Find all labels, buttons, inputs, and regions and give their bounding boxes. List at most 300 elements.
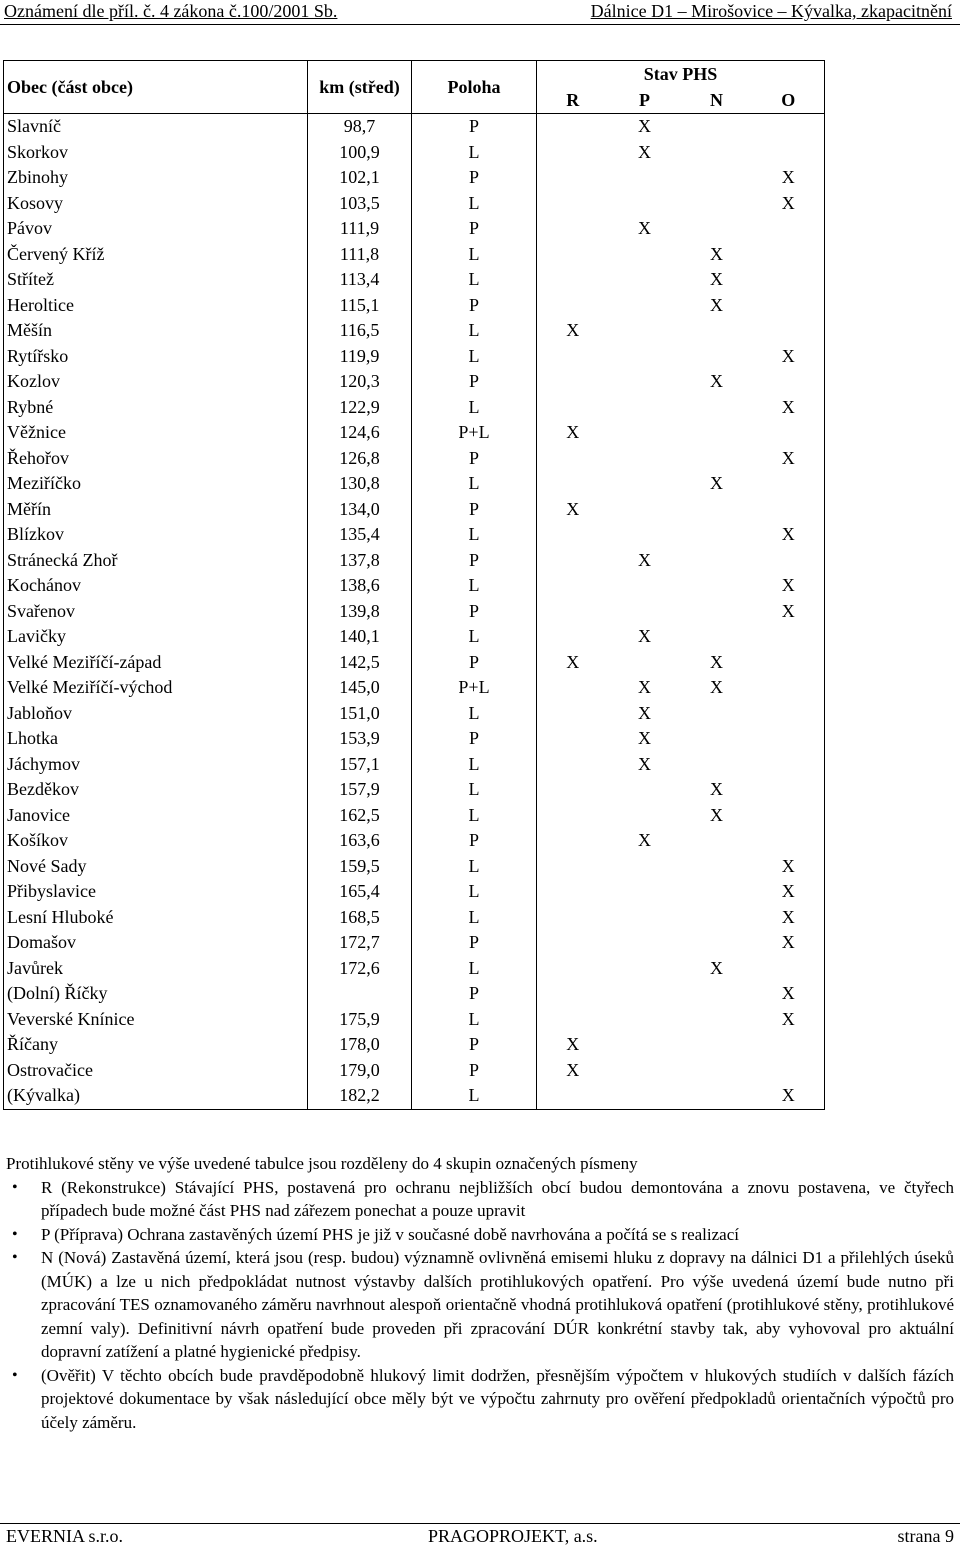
cell-poloha: L — [412, 573, 537, 599]
cell-km: 172,6 — [308, 956, 412, 982]
cell-stav-o — [753, 318, 825, 344]
cell-stav-n — [681, 522, 753, 548]
noise-barrier-table — [3, 60, 825, 1110]
col-header-obec: Obec (část obce) — [4, 61, 308, 114]
cell-poloha: L — [412, 1007, 537, 1033]
cell-stav-o: X — [753, 1007, 825, 1033]
cell-stav-n — [681, 981, 753, 1007]
cell-stav-p — [609, 420, 681, 446]
footer-left-text: EVERNIA s.r.o. — [6, 1526, 123, 1546]
cell-stav-n — [681, 726, 753, 752]
cell-obec: Javůrek — [4, 956, 308, 982]
cell-km: 119,9 — [308, 344, 412, 370]
cell-poloha: L — [412, 267, 537, 293]
cell-km: 124,6 — [308, 420, 412, 446]
cell-poloha: P — [412, 930, 537, 956]
cell-km — [308, 981, 412, 1007]
cell-obec: Lesní Hluboké — [4, 905, 308, 931]
table-row — [4, 420, 825, 446]
cell-km: 145,0 — [308, 675, 412, 701]
cell-stav-o: X — [753, 1083, 825, 1109]
table-row — [4, 548, 825, 574]
cell-poloha: P — [412, 726, 537, 752]
cell-km: 122,9 — [308, 395, 412, 421]
cell-stav-n: X — [710, 957, 723, 978]
note-text: R (Rekonstrukce) Stávající PHS, postavená pro ochranu nejbližších obcí budou demontována a znovu postavena, ve čtyřech případech bude možné část PHS nad zářezem ponechat a pouze upravit — [41, 1177, 954, 1220]
cell-obec: Skorkov — [4, 140, 308, 166]
cell-stav-r — [537, 395, 609, 421]
cell-obec: Měšín — [4, 318, 308, 344]
cell-stav-p — [609, 395, 681, 421]
col-header-km: km (střed) — [308, 61, 412, 114]
cell-poloha: L — [412, 905, 537, 931]
table-row — [4, 446, 825, 472]
cell-poloha: P — [412, 369, 537, 395]
col-header-p: P — [609, 87, 681, 114]
table-row — [4, 1007, 825, 1033]
cell-stav-o — [753, 216, 825, 242]
notes-list — [6, 1176, 954, 1435]
cell-stav-o — [753, 1032, 825, 1058]
notes-section — [6, 1152, 954, 1434]
table-row — [4, 956, 825, 982]
table-row — [4, 930, 825, 956]
cell-stav-p: X — [638, 549, 651, 570]
cell-km: 140,1 — [308, 624, 412, 650]
cell-km: 130,8 — [308, 471, 412, 497]
cell-stav-r — [537, 344, 609, 370]
cell-poloha: P — [412, 165, 537, 191]
cell-stav-n — [681, 191, 753, 217]
cell-km: 103,5 — [308, 191, 412, 217]
cell-stav-o: X — [753, 930, 825, 956]
cell-stav-n — [681, 854, 753, 880]
col-header-n: N — [681, 87, 753, 114]
cell-km: 182,2 — [308, 1083, 412, 1109]
cell-stav-p — [609, 344, 681, 370]
cell-stav-p — [609, 522, 681, 548]
cell-stav-n — [681, 216, 753, 242]
bullet-icon: • — [12, 1366, 18, 1384]
cell-poloha: L — [412, 701, 537, 727]
cell-km: 126,8 — [308, 446, 412, 472]
table-row — [4, 752, 825, 778]
cell-poloha: L — [412, 803, 537, 829]
cell-stav-r — [537, 777, 609, 803]
table-row — [4, 1032, 825, 1058]
cell-stav-r — [537, 293, 609, 319]
cell-obec: Pávov — [4, 216, 308, 242]
cell-stav-r — [537, 446, 609, 472]
cell-obec: Zbinohy — [4, 165, 308, 191]
cell-stav-r — [537, 879, 609, 905]
cell-poloha: L — [412, 624, 537, 650]
cell-obec: (Dolní) Říčky — [4, 981, 308, 1007]
cell-obec: Jáchymov — [4, 752, 308, 778]
cell-stav-o — [753, 650, 825, 676]
cell-stav-r — [537, 573, 609, 599]
cell-stav-n — [681, 752, 753, 778]
cell-stav-n — [681, 548, 753, 574]
cell-stav-n — [681, 165, 753, 191]
table-row — [4, 165, 825, 191]
cell-stav-p — [609, 573, 681, 599]
cell-stav-r — [537, 752, 609, 778]
cell-stav-p — [609, 854, 681, 880]
table-row — [4, 293, 825, 319]
bullet-icon: • — [12, 1225, 18, 1243]
cell-stav-r — [537, 930, 609, 956]
bullet-icon: • — [12, 1178, 18, 1196]
cell-obec: Nové Sady — [4, 854, 308, 880]
cell-stav-n: X — [710, 371, 723, 392]
cell-stav-r — [537, 114, 609, 140]
cell-km: 165,4 — [308, 879, 412, 905]
cell-stav-p — [609, 803, 681, 829]
cell-stav-p — [609, 777, 681, 803]
cell-stav-p: X — [638, 218, 651, 239]
cell-stav-n — [681, 930, 753, 956]
cell-stav-p — [609, 267, 681, 293]
cell-stav-r: X — [537, 650, 609, 676]
cell-stav-r — [537, 726, 609, 752]
cell-stav-o — [753, 701, 825, 727]
cell-stav-p: X — [638, 702, 651, 723]
cell-km: 139,8 — [308, 599, 412, 625]
cell-poloha: L — [412, 522, 537, 548]
table-row — [4, 981, 825, 1007]
cell-stav-p: X — [638, 728, 651, 749]
cell-stav-o: X — [753, 879, 825, 905]
col-header-poloha: Poloha — [412, 61, 537, 114]
cell-poloha: L — [412, 242, 537, 268]
cell-poloha: L — [412, 344, 537, 370]
cell-poloha: P — [412, 548, 537, 574]
cell-poloha: P — [412, 650, 537, 676]
footer-page-number: strana 9 — [897, 1526, 954, 1546]
header-left-text: Oznámení dle příl. č. 4 zákona č.100/2001 Sb. — [4, 1, 338, 21]
cell-obec: Řehořov — [4, 446, 308, 472]
cell-poloha: L — [412, 318, 537, 344]
cell-obec: Slavníč — [4, 114, 308, 140]
cell-stav-o — [753, 803, 825, 829]
note-item-p — [6, 1223, 954, 1247]
cell-obec: Blízkov — [4, 522, 308, 548]
cell-stav-r — [537, 1083, 609, 1109]
cell-poloha: L — [412, 777, 537, 803]
cell-stav-n — [681, 497, 753, 523]
cell-poloha: P — [412, 114, 537, 140]
col-header-r: R — [537, 87, 609, 114]
cell-poloha: P+L — [412, 420, 537, 446]
cell-stav-n: X — [710, 294, 723, 315]
table-row — [4, 726, 825, 752]
cell-stav-o: X — [753, 165, 825, 191]
cell-obec: Rybné — [4, 395, 308, 421]
cell-km: 153,9 — [308, 726, 412, 752]
cell-stav-o — [753, 471, 825, 497]
cell-km: 159,5 — [308, 854, 412, 880]
cell-poloha: P — [412, 981, 537, 1007]
cell-obec: Lavičky — [4, 624, 308, 650]
cell-stav-r — [537, 956, 609, 982]
cell-poloha: P — [412, 1058, 537, 1084]
cell-stav-r — [537, 599, 609, 625]
header-right-text: Dálnice D1 – Mirošovice – Kývalka, zkapacitnění — [590, 1, 952, 21]
cell-km: 111,8 — [308, 242, 412, 268]
cell-stav-n: X — [710, 473, 723, 494]
page-footer — [0, 1523, 960, 1548]
cell-stav-n — [681, 114, 753, 140]
table-row — [4, 828, 825, 854]
cell-stav-o — [753, 1058, 825, 1084]
cell-stav-n — [681, 701, 753, 727]
cell-obec: Domašov — [4, 930, 308, 956]
table-row — [4, 471, 825, 497]
cell-km: 98,7 — [308, 114, 412, 140]
table-row — [4, 854, 825, 880]
cell-obec: Meziříčko — [4, 471, 308, 497]
table-row — [4, 1058, 825, 1084]
cell-stav-o — [753, 267, 825, 293]
cell-stav-n — [681, 1007, 753, 1033]
table-row — [4, 369, 825, 395]
table-row — [4, 1083, 825, 1109]
cell-obec: Měřín — [4, 497, 308, 523]
table-row — [4, 905, 825, 931]
cell-stav-o: X — [753, 446, 825, 472]
cell-stav-p — [609, 497, 681, 523]
cell-poloha: L — [412, 395, 537, 421]
cell-stav-r — [537, 522, 609, 548]
note-text: (Ověřit) V těchto obcích bude pravděpodobně hlukový limit dodržen, přesnějším výpočtem v hlukových studiích v dalších fázích projektové dokumentace by však následující obce měly být ve výpočtu zahrnuty pro ověření předpokladů orientačních výpočtů pro účely záměru. — [41, 1365, 954, 1432]
cell-stav-p — [609, 905, 681, 931]
cell-obec: Veverské Knínice — [4, 1007, 308, 1033]
cell-obec: Ostrovačice — [4, 1058, 308, 1084]
table-row — [4, 624, 825, 650]
cell-km: 102,1 — [308, 165, 412, 191]
cell-stav-n — [681, 420, 753, 446]
cell-obec: Jabloňov — [4, 701, 308, 727]
cell-poloha: L — [412, 1083, 537, 1109]
table-row — [4, 701, 825, 727]
cell-stav-r — [537, 905, 609, 931]
cell-stav-n: X — [710, 779, 723, 800]
col-header-o: O — [753, 87, 825, 114]
cell-stav-o: X — [753, 905, 825, 931]
cell-stav-p — [609, 1032, 681, 1058]
cell-stav-o: X — [753, 599, 825, 625]
cell-poloha: P — [412, 1032, 537, 1058]
cell-poloha: L — [412, 140, 537, 166]
cell-km: 179,0 — [308, 1058, 412, 1084]
table-row — [4, 522, 825, 548]
note-text: N (Nová) Zastavěná území, která jsou (resp. budou) významně ovlivněná emisemi hluku z dopravy na dálnici D1 a přilehlých úseků (MÚK) a lze u nich předpokládat nutnost výstavby dalších protihlukových opatření. Pro výše uvedená území bude nutno při zpracování TES oznamovaného záměru navrhnout alespoň orientačně vhodná protihluková opatření (protihlukové stěny, protihlukové zemní valy). Definitivní návrh opatření bude proveden při zpracování DÚR konkrétní stavby tak, aby vyhovoval pro aktuální dopravní zatížení a platné hygienické předpisy. — [41, 1248, 954, 1361]
cell-stav-p — [609, 1007, 681, 1033]
cell-stav-n — [681, 879, 753, 905]
bullet-icon: • — [12, 1249, 18, 1266]
cell-stav-p: X — [638, 141, 651, 162]
cell-stav-o — [753, 828, 825, 854]
cell-km: 175,9 — [308, 1007, 412, 1033]
cell-stav-o — [753, 420, 825, 446]
cell-stav-n — [681, 828, 753, 854]
table-row — [4, 573, 825, 599]
cell-stav-r — [537, 854, 609, 880]
cell-stav-p: X — [638, 753, 651, 774]
cell-stav-n — [681, 395, 753, 421]
table-row — [4, 344, 825, 370]
cell-stav-p — [609, 930, 681, 956]
cell-stav-p: X — [638, 626, 651, 647]
cell-stav-o: X — [753, 854, 825, 880]
cell-stav-n — [681, 446, 753, 472]
cell-stav-r — [537, 675, 609, 701]
cell-poloha: P — [412, 599, 537, 625]
cell-poloha: P — [412, 216, 537, 242]
table-row — [4, 777, 825, 803]
cell-stav-p — [609, 293, 681, 319]
cell-stav-r — [537, 242, 609, 268]
cell-obec: Rytířsko — [4, 344, 308, 370]
cell-km: 120,3 — [308, 369, 412, 395]
cell-stav-o — [753, 369, 825, 395]
cell-stav-r: X — [537, 1032, 609, 1058]
cell-stav-p — [609, 1058, 681, 1084]
col-header-stav: Stav PHS — [537, 61, 825, 88]
cell-poloha: L — [412, 471, 537, 497]
cell-stav-r — [537, 1007, 609, 1033]
table-row — [4, 267, 825, 293]
table-row — [4, 650, 825, 676]
cell-stav-p: X — [638, 677, 651, 698]
note-item-r — [6, 1176, 954, 1223]
table-row — [4, 318, 825, 344]
cell-km: 116,5 — [308, 318, 412, 344]
cell-obec: Velké Meziříčí-východ — [4, 675, 308, 701]
cell-stav-r — [537, 216, 609, 242]
cell-km: 100,9 — [308, 140, 412, 166]
cell-stav-r: X — [537, 318, 609, 344]
cell-stav-o — [753, 114, 825, 140]
cell-poloha: P+L — [412, 675, 537, 701]
cell-km: 137,8 — [308, 548, 412, 574]
cell-stav-r — [537, 165, 609, 191]
cell-stav-o — [753, 293, 825, 319]
cell-stav-o: X — [753, 981, 825, 1007]
cell-stav-p — [609, 471, 681, 497]
cell-poloha: P — [412, 497, 537, 523]
table-row — [4, 803, 825, 829]
table-row — [4, 675, 825, 701]
cell-obec: Velké Meziříčí-západ — [4, 650, 308, 676]
cell-km: 134,0 — [308, 497, 412, 523]
cell-km: 111,9 — [308, 216, 412, 242]
cell-km: 113,4 — [308, 267, 412, 293]
cell-stav-p — [609, 981, 681, 1007]
cell-poloha: P — [412, 446, 537, 472]
table-row — [4, 242, 825, 268]
cell-km: 162,5 — [308, 803, 412, 829]
cell-stav-p: X — [638, 116, 651, 137]
cell-stav-p — [609, 446, 681, 472]
table-row — [4, 216, 825, 242]
cell-obec: (Kývalka) — [4, 1083, 308, 1109]
cell-stav-p — [609, 1083, 681, 1109]
cell-obec: Kosovy — [4, 191, 308, 217]
cell-stav-o — [753, 497, 825, 523]
cell-stav-r: X — [537, 420, 609, 446]
cell-stav-n — [681, 905, 753, 931]
cell-stav-p — [609, 242, 681, 268]
note-text: P (Příprava) Ochrana zastavěných území PHS je již v současné době navrhována a počítá se s realizací — [41, 1224, 739, 1244]
cell-stav-o: X — [753, 395, 825, 421]
cell-stav-r — [537, 701, 609, 727]
cell-obec: Kochánov — [4, 573, 308, 599]
cell-stav-r: X — [537, 1058, 609, 1084]
cell-stav-n — [681, 140, 753, 166]
cell-stav-p — [609, 599, 681, 625]
cell-obec: Heroltice — [4, 293, 308, 319]
cell-km: 163,6 — [308, 828, 412, 854]
cell-stav-r — [537, 140, 609, 166]
cell-stav-r — [537, 828, 609, 854]
cell-obec: Červený Kříž — [4, 242, 308, 268]
table-row — [4, 395, 825, 421]
cell-km: 138,6 — [308, 573, 412, 599]
cell-stav-p — [609, 165, 681, 191]
table-row — [4, 191, 825, 217]
cell-stav-r — [537, 267, 609, 293]
cell-stav-o: X — [753, 344, 825, 370]
table-row — [4, 114, 825, 140]
cell-stav-p — [609, 191, 681, 217]
cell-km: 115,1 — [308, 293, 412, 319]
page-header — [0, 0, 960, 25]
cell-stav-n — [681, 573, 753, 599]
cell-stav-p — [609, 879, 681, 905]
cell-km: 142,5 — [308, 650, 412, 676]
cell-obec: Svařenov — [4, 599, 308, 625]
cell-stav-o — [753, 752, 825, 778]
cell-km: 157,9 — [308, 777, 412, 803]
cell-obec: Lhotka — [4, 726, 308, 752]
cell-km: 157,1 — [308, 752, 412, 778]
cell-poloha: L — [412, 854, 537, 880]
cell-km: 172,7 — [308, 930, 412, 956]
table-row — [4, 599, 825, 625]
cell-stav-o: X — [753, 522, 825, 548]
cell-km: 151,0 — [308, 701, 412, 727]
cell-stav-p — [609, 318, 681, 344]
table-row — [4, 140, 825, 166]
cell-obec: Bezděkov — [4, 777, 308, 803]
cell-obec: Kozlov — [4, 369, 308, 395]
cell-stav-r — [537, 369, 609, 395]
cell-stav-r — [537, 624, 609, 650]
cell-stav-o — [753, 726, 825, 752]
cell-stav-p: X — [638, 830, 651, 851]
cell-stav-o — [753, 242, 825, 268]
cell-stav-o: X — [753, 573, 825, 599]
cell-stav-o — [753, 675, 825, 701]
cell-poloha: L — [412, 191, 537, 217]
cell-obec: Věžnice — [4, 420, 308, 446]
cell-obec: Janovice — [4, 803, 308, 829]
cell-stav-r — [537, 803, 609, 829]
cell-stav-n: X — [710, 243, 723, 264]
cell-stav-r: X — [537, 497, 609, 523]
